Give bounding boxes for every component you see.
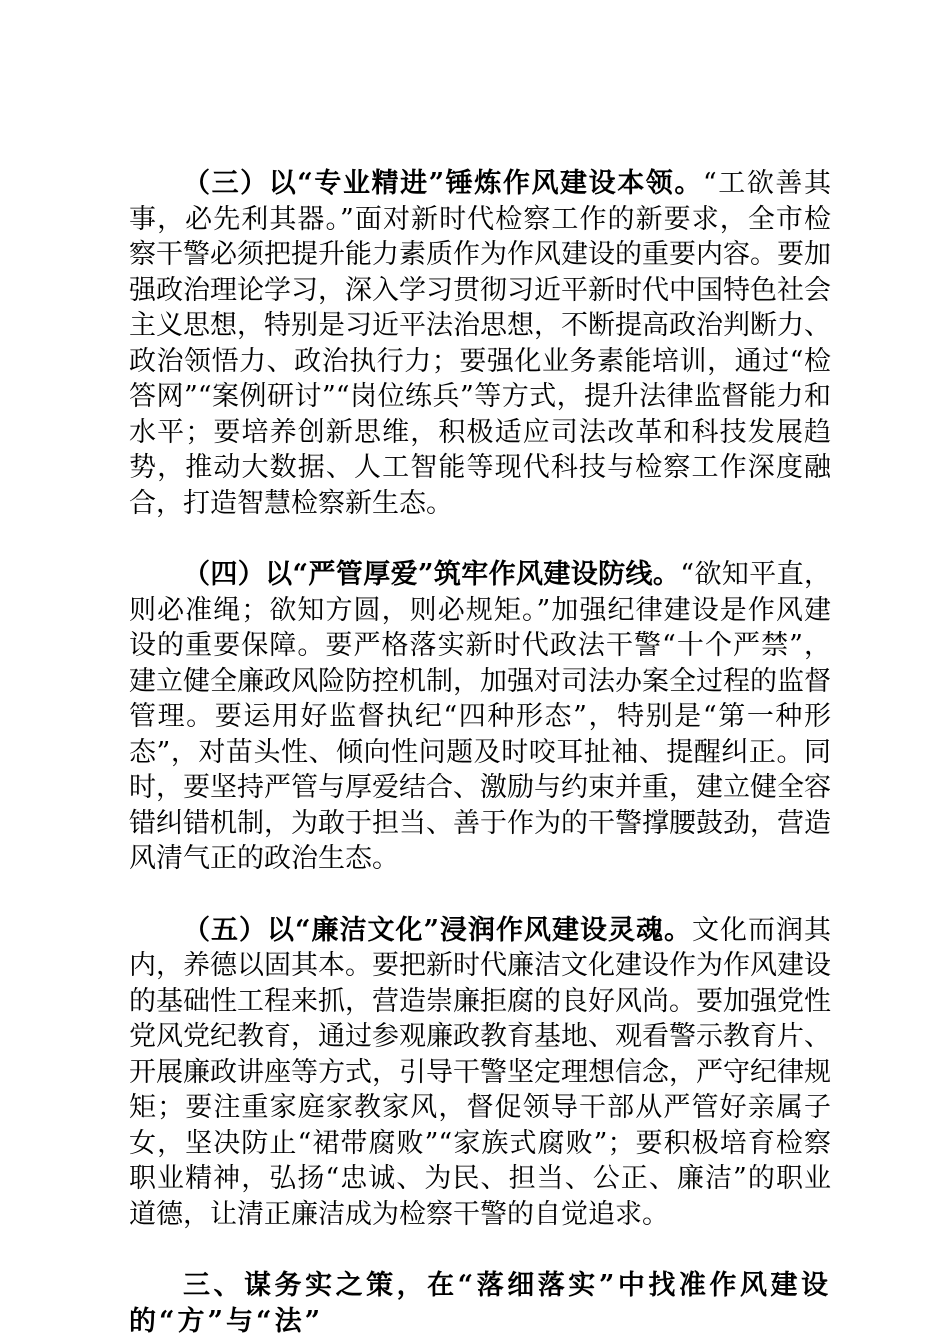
paragraph-four-heading: （四）以“严管厚爱”筑牢作风建设防线。	[183, 559, 681, 590]
paragraph-three	[129, 166, 831, 521]
paragraph-five-heading: （五）以“廉洁文化”浸润作风建设灵魂。	[183, 914, 693, 946]
paragraph-three-heading: （三）以“专业精进”锤炼作风建设本领。	[183, 168, 703, 199]
paragraph-five-body: 文化而润其内，养德以固其本。要把新时代廉洁文化建设作为作风建设的基础性工程来抓，营造崇廉拒腐的良好风尚。要加强党性党风党纪教育，通过参观廉政教育基地、观看警示教育片、开展廉政讲座等方式，引导干警坚定理想信念，严守纪律规矩；要注重家庭家教家风，督促领导干部从严管好亲属子女，坚决防止“裙带腐败”“家族式腐败”；要积极培育检察职业精神，弘扬“忠诚、为民、担当、公正、廉洁”的职业道德，让清正廉洁成为检察干警的自觉追求。	[129, 914, 832, 1230]
paragraph-four-body: “欲知平直，则必准绳；欲知方圆，则必规矩。”加强纪律建设是作风建设的重要保障。要严格落实新时代政法干警“十个严禁”，建立健全廉政风险防控机制，加强对司法办案全过程的监督管理。要运用好监督执纪“四种形态”，特别是“第一种形态”，对苗头性、倾向性问题及时咬耳扯袖、提醒纠正。同时，要坚持严管与厚爱结合、激励与约束并重，建立健全容错纠错机制，为敢于担当、善于作为的干警撑腰鼓劲，营造风清气正的政治生态。	[129, 559, 832, 874]
paragraph-four	[129, 557, 831, 877]
section-three-heading: 三、谋务实之策，在“落细落实”中找准作风建设的“方”与“法”	[129, 1270, 831, 1337]
document-page	[129, 166, 831, 1339]
paragraph-three-body: “工欲善其事，必先利其器。”面对新时代检察工作的新要求，全市检察干警必须把提升能力素质作为作风建设的重要内容。要加强政治理论学习，深入学习贯彻习近平新时代中国特色社会主义思想，特别是习近平法治思想，不断提高政治判断力、政治领悟力、政治执行力；要强化业务素能培训，通过“检答网”“案例研讨”“岗位练兵”等方式，提升法律监督能力和水平；要培养创新思维，积极适应司法改革和科技发展趋势，推动大数据、人工智能等现代科技与检察工作深度融合，打造智慧检察新生态。	[129, 168, 831, 519]
paragraph-five	[129, 913, 831, 1233]
